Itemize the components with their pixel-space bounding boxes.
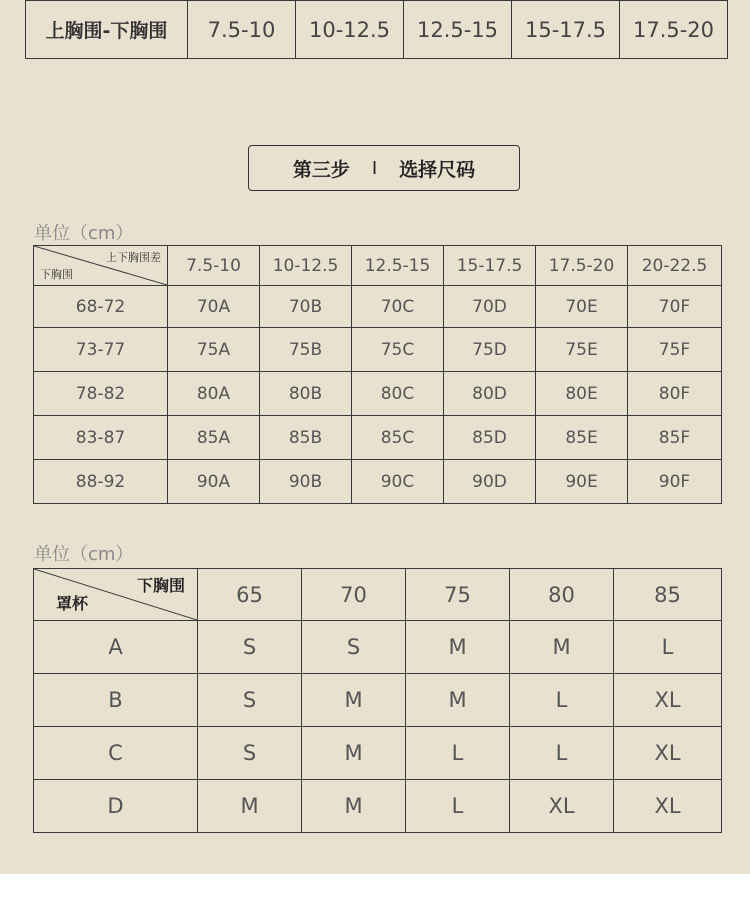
table-header-row	[34, 569, 722, 621]
column-header: 20-22.5	[628, 246, 722, 286]
table-row	[34, 727, 722, 780]
table-cell: 85C	[352, 416, 444, 460]
corner-top-label: 上下胸围差	[106, 251, 161, 264]
bust-difference-table	[25, 0, 728, 59]
table-cell: 80E	[536, 372, 628, 416]
table-cell: 90B	[260, 460, 352, 504]
table-cell: L	[510, 727, 614, 780]
table-cell: 70D	[444, 286, 536, 328]
corner-header-cell	[34, 246, 168, 286]
column-header: 80	[510, 569, 614, 621]
table-cell: 80B	[260, 372, 352, 416]
table-cell: M	[302, 727, 406, 780]
column-header: 85	[614, 569, 722, 621]
unit-label: 单位（cm）	[34, 223, 134, 244]
corner-bottom-label: 下胸围	[40, 268, 73, 281]
table-row	[34, 674, 722, 727]
row-label: 上胸围-下胸围	[26, 1, 188, 59]
row-label: 88-92	[34, 460, 168, 504]
table-cell: 85F	[628, 416, 722, 460]
letter-size-table	[33, 568, 722, 833]
table-cell: 70B	[260, 286, 352, 328]
table-row	[34, 416, 722, 460]
column-header: 12.5-15	[352, 246, 444, 286]
table-cell: 75D	[444, 328, 536, 372]
table-cell: M	[198, 780, 302, 833]
table-cell: 85B	[260, 416, 352, 460]
table-cell: M	[406, 674, 510, 727]
column-header: 70	[302, 569, 406, 621]
row-label: 78-82	[34, 372, 168, 416]
table-row	[34, 328, 722, 372]
step-separator: I	[371, 157, 378, 179]
table-row	[34, 621, 722, 674]
table-cell: L	[406, 780, 510, 833]
row-label: 73-77	[34, 328, 168, 372]
column-header: 7.5-10	[168, 246, 260, 286]
table-row	[34, 460, 722, 504]
table-cell: L	[614, 621, 722, 674]
table-cell: S	[198, 621, 302, 674]
table-cell: 70C	[352, 286, 444, 328]
table-row	[26, 1, 728, 59]
row-label: B	[34, 674, 198, 727]
cup-size-table	[33, 245, 722, 504]
table-row	[34, 780, 722, 833]
table-cell: 7.5-10	[188, 1, 296, 59]
table-cell: 17.5-20	[620, 1, 728, 59]
column-header: 75	[406, 569, 510, 621]
table-cell: 85D	[444, 416, 536, 460]
row-label: 83-87	[34, 416, 168, 460]
table-cell: M	[510, 621, 614, 674]
table-cell: 80F	[628, 372, 722, 416]
table-cell: 75F	[628, 328, 722, 372]
table-cell: M	[302, 674, 406, 727]
table-cell: 75E	[536, 328, 628, 372]
table-cell: 80D	[444, 372, 536, 416]
column-header: 65	[198, 569, 302, 621]
table-row	[34, 286, 722, 328]
table-cell: 75B	[260, 328, 352, 372]
table-cell: L	[510, 674, 614, 727]
table-cell: 85E	[536, 416, 628, 460]
row-label: D	[34, 780, 198, 833]
step-banner	[248, 145, 520, 191]
table-cell: 70A	[168, 286, 260, 328]
table-cell: 85A	[168, 416, 260, 460]
table-header-row	[34, 246, 722, 286]
table-cell: 75C	[352, 328, 444, 372]
corner-bottom-label: 罩杯	[56, 594, 89, 613]
table-cell: XL	[510, 780, 614, 833]
table-cell: 90A	[168, 460, 260, 504]
column-header: 10-12.5	[260, 246, 352, 286]
step-label: 第三步	[292, 158, 350, 181]
column-header: 15-17.5	[444, 246, 536, 286]
table-row	[34, 372, 722, 416]
table-cell: M	[302, 780, 406, 833]
corner-top-label: 下胸围	[136, 576, 185, 595]
table-cell: S	[302, 621, 406, 674]
table-cell: L	[406, 727, 510, 780]
row-label: A	[34, 621, 198, 674]
table-cell: M	[406, 621, 510, 674]
table-cell: 90C	[352, 460, 444, 504]
table-cell: 15-17.5	[512, 1, 620, 59]
table-cell: 12.5-15	[404, 1, 512, 59]
table-cell: 80C	[352, 372, 444, 416]
step-title: 选择尺码	[399, 158, 476, 181]
table-cell: XL	[614, 674, 722, 727]
table-cell: S	[198, 727, 302, 780]
unit-label: 单位（cm）	[34, 544, 134, 565]
row-label: C	[34, 727, 198, 780]
table-cell: 70F	[628, 286, 722, 328]
table-cell: XL	[614, 780, 722, 833]
corner-header-cell	[34, 569, 198, 621]
table-cell: 90F	[628, 460, 722, 504]
table-cell: 80A	[168, 372, 260, 416]
table-cell: 90D	[444, 460, 536, 504]
table-cell: S	[198, 674, 302, 727]
column-header: 17.5-20	[536, 246, 628, 286]
table-cell: 75A	[168, 328, 260, 372]
row-label: 68-72	[34, 286, 168, 328]
table-cell: 90E	[536, 460, 628, 504]
table-cell: 70E	[536, 286, 628, 328]
table-cell: 10-12.5	[296, 1, 404, 59]
table-cell: XL	[614, 727, 722, 780]
